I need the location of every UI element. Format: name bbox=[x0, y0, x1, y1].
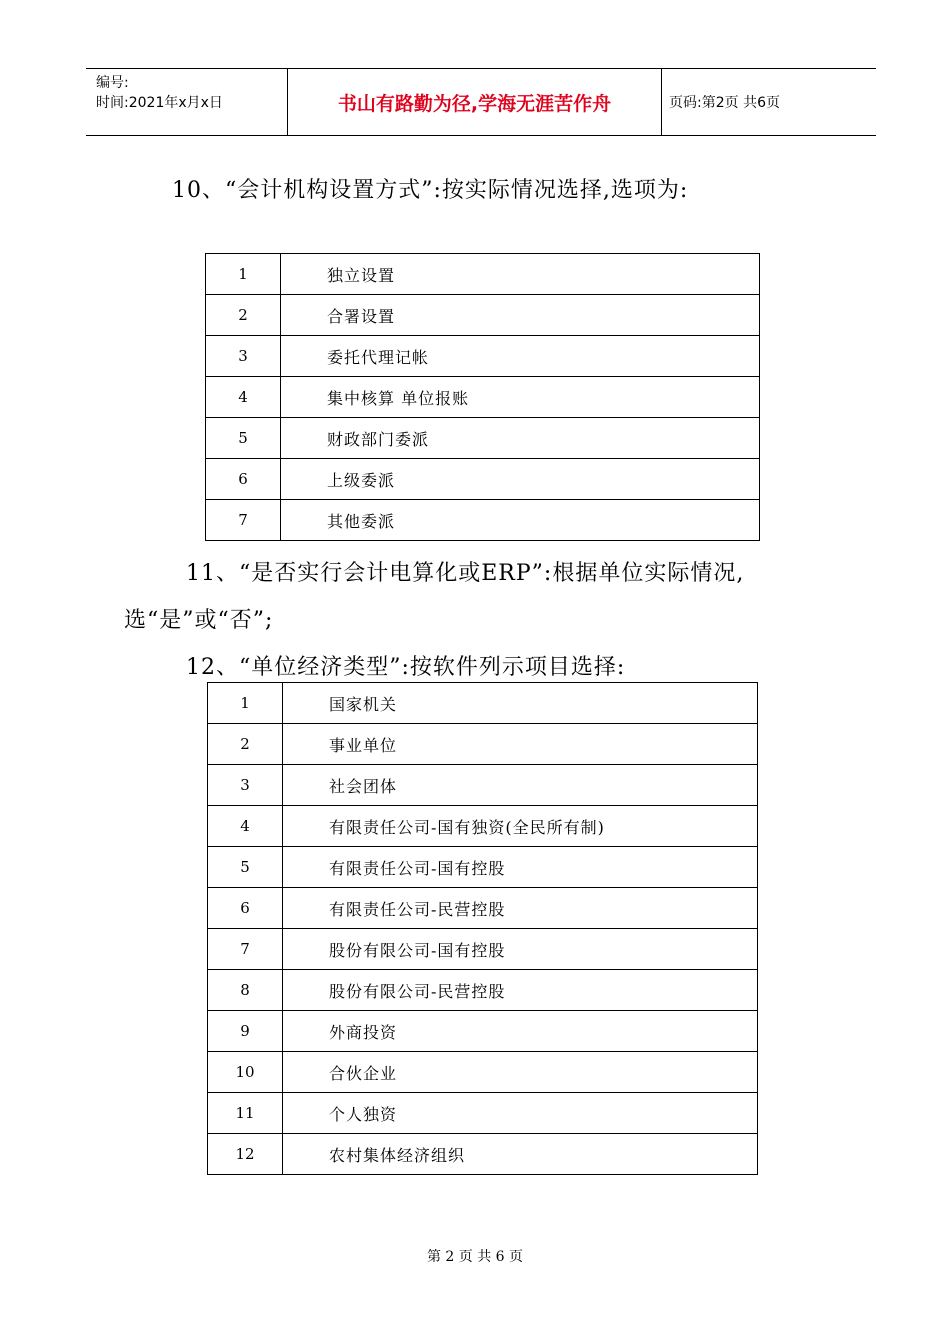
row-label: 股份有限公司-民营控股 bbox=[283, 970, 758, 1011]
economic-type-options-table bbox=[207, 682, 758, 1175]
row-label: 国家机关 bbox=[283, 683, 758, 724]
row-label: 个人独资 bbox=[283, 1093, 758, 1134]
row-number: 4 bbox=[208, 806, 283, 847]
table-row bbox=[206, 418, 760, 459]
row-number: 8 bbox=[208, 970, 283, 1011]
table-row bbox=[208, 1134, 758, 1175]
row-number: 12 bbox=[208, 1134, 283, 1175]
row-number: 11 bbox=[208, 1093, 283, 1134]
section11-line2: 选“是”或“否”; bbox=[124, 608, 274, 633]
row-label: 其他委派 bbox=[281, 500, 760, 541]
table-row bbox=[208, 683, 758, 724]
page-footer: 第 2 页 共 6 页 bbox=[426, 1249, 524, 1265]
header-page-info: 页码:第2页 共6页 bbox=[669, 95, 780, 111]
table-row bbox=[208, 765, 758, 806]
row-number: 1 bbox=[208, 683, 283, 724]
row-number: 2 bbox=[208, 724, 283, 765]
row-label: 有限责任公司-民营控股 bbox=[283, 888, 758, 929]
row-number: 10 bbox=[208, 1052, 283, 1093]
row-label: 合署设置 bbox=[281, 295, 760, 336]
row-label: 有限责任公司-国有控股 bbox=[283, 847, 758, 888]
header-divider bbox=[661, 69, 662, 135]
table-row bbox=[208, 970, 758, 1011]
row-label: 合伙企业 bbox=[283, 1052, 758, 1093]
row-label: 股份有限公司-国有控股 bbox=[283, 929, 758, 970]
row-label: 社会团体 bbox=[283, 765, 758, 806]
row-number: 1 bbox=[206, 254, 281, 295]
row-number: 5 bbox=[208, 847, 283, 888]
row-label: 外商投资 bbox=[283, 1011, 758, 1052]
row-number: 7 bbox=[208, 929, 283, 970]
table-row bbox=[208, 1052, 758, 1093]
table-row bbox=[208, 724, 758, 765]
accounting-org-options-table bbox=[205, 253, 760, 541]
serial-label: 编号: bbox=[96, 75, 129, 91]
table-row bbox=[206, 500, 760, 541]
row-label: 委托代理记帐 bbox=[281, 336, 760, 377]
row-label: 集中核算 单位报账 bbox=[281, 377, 760, 418]
table-row bbox=[208, 929, 758, 970]
table-row bbox=[208, 1011, 758, 1052]
table-row bbox=[208, 1093, 758, 1134]
table-row bbox=[206, 377, 760, 418]
table-row bbox=[208, 847, 758, 888]
row-number: 9 bbox=[208, 1011, 283, 1052]
section12-heading: 12、“单位经济类型”:按软件列示项目选择: bbox=[186, 655, 626, 680]
row-label: 财政部门委派 bbox=[281, 418, 760, 459]
section10-heading: 10、“会计机构设置方式”:按实际情况选择,选项为: bbox=[172, 178, 689, 203]
row-number: 6 bbox=[206, 459, 281, 500]
row-label: 事业单位 bbox=[283, 724, 758, 765]
row-number: 2 bbox=[206, 295, 281, 336]
row-number: 3 bbox=[208, 765, 283, 806]
table-row bbox=[206, 254, 760, 295]
section11-line1: 11、“是否实行会计电算化或ERP”:根据单位实际情况, bbox=[186, 561, 745, 586]
table-row bbox=[208, 806, 758, 847]
row-number: 7 bbox=[206, 500, 281, 541]
row-number: 3 bbox=[206, 336, 281, 377]
row-number: 6 bbox=[208, 888, 283, 929]
row-number: 5 bbox=[206, 418, 281, 459]
row-number: 4 bbox=[206, 377, 281, 418]
page-header bbox=[86, 68, 876, 136]
row-label: 独立设置 bbox=[281, 254, 760, 295]
table-row bbox=[206, 295, 760, 336]
header-motto: 书山有路勤为径,学海无涯苦作舟 bbox=[337, 92, 612, 115]
header-meta bbox=[96, 73, 223, 113]
table-row bbox=[206, 459, 760, 500]
row-label: 上级委派 bbox=[281, 459, 760, 500]
table-row bbox=[206, 336, 760, 377]
row-label: 农村集体经济组织 bbox=[283, 1134, 758, 1175]
row-label: 有限责任公司-国有独资(全民所有制) bbox=[283, 806, 758, 847]
table-row bbox=[208, 888, 758, 929]
time-label: 时间:2021年x月x日 bbox=[96, 95, 223, 111]
